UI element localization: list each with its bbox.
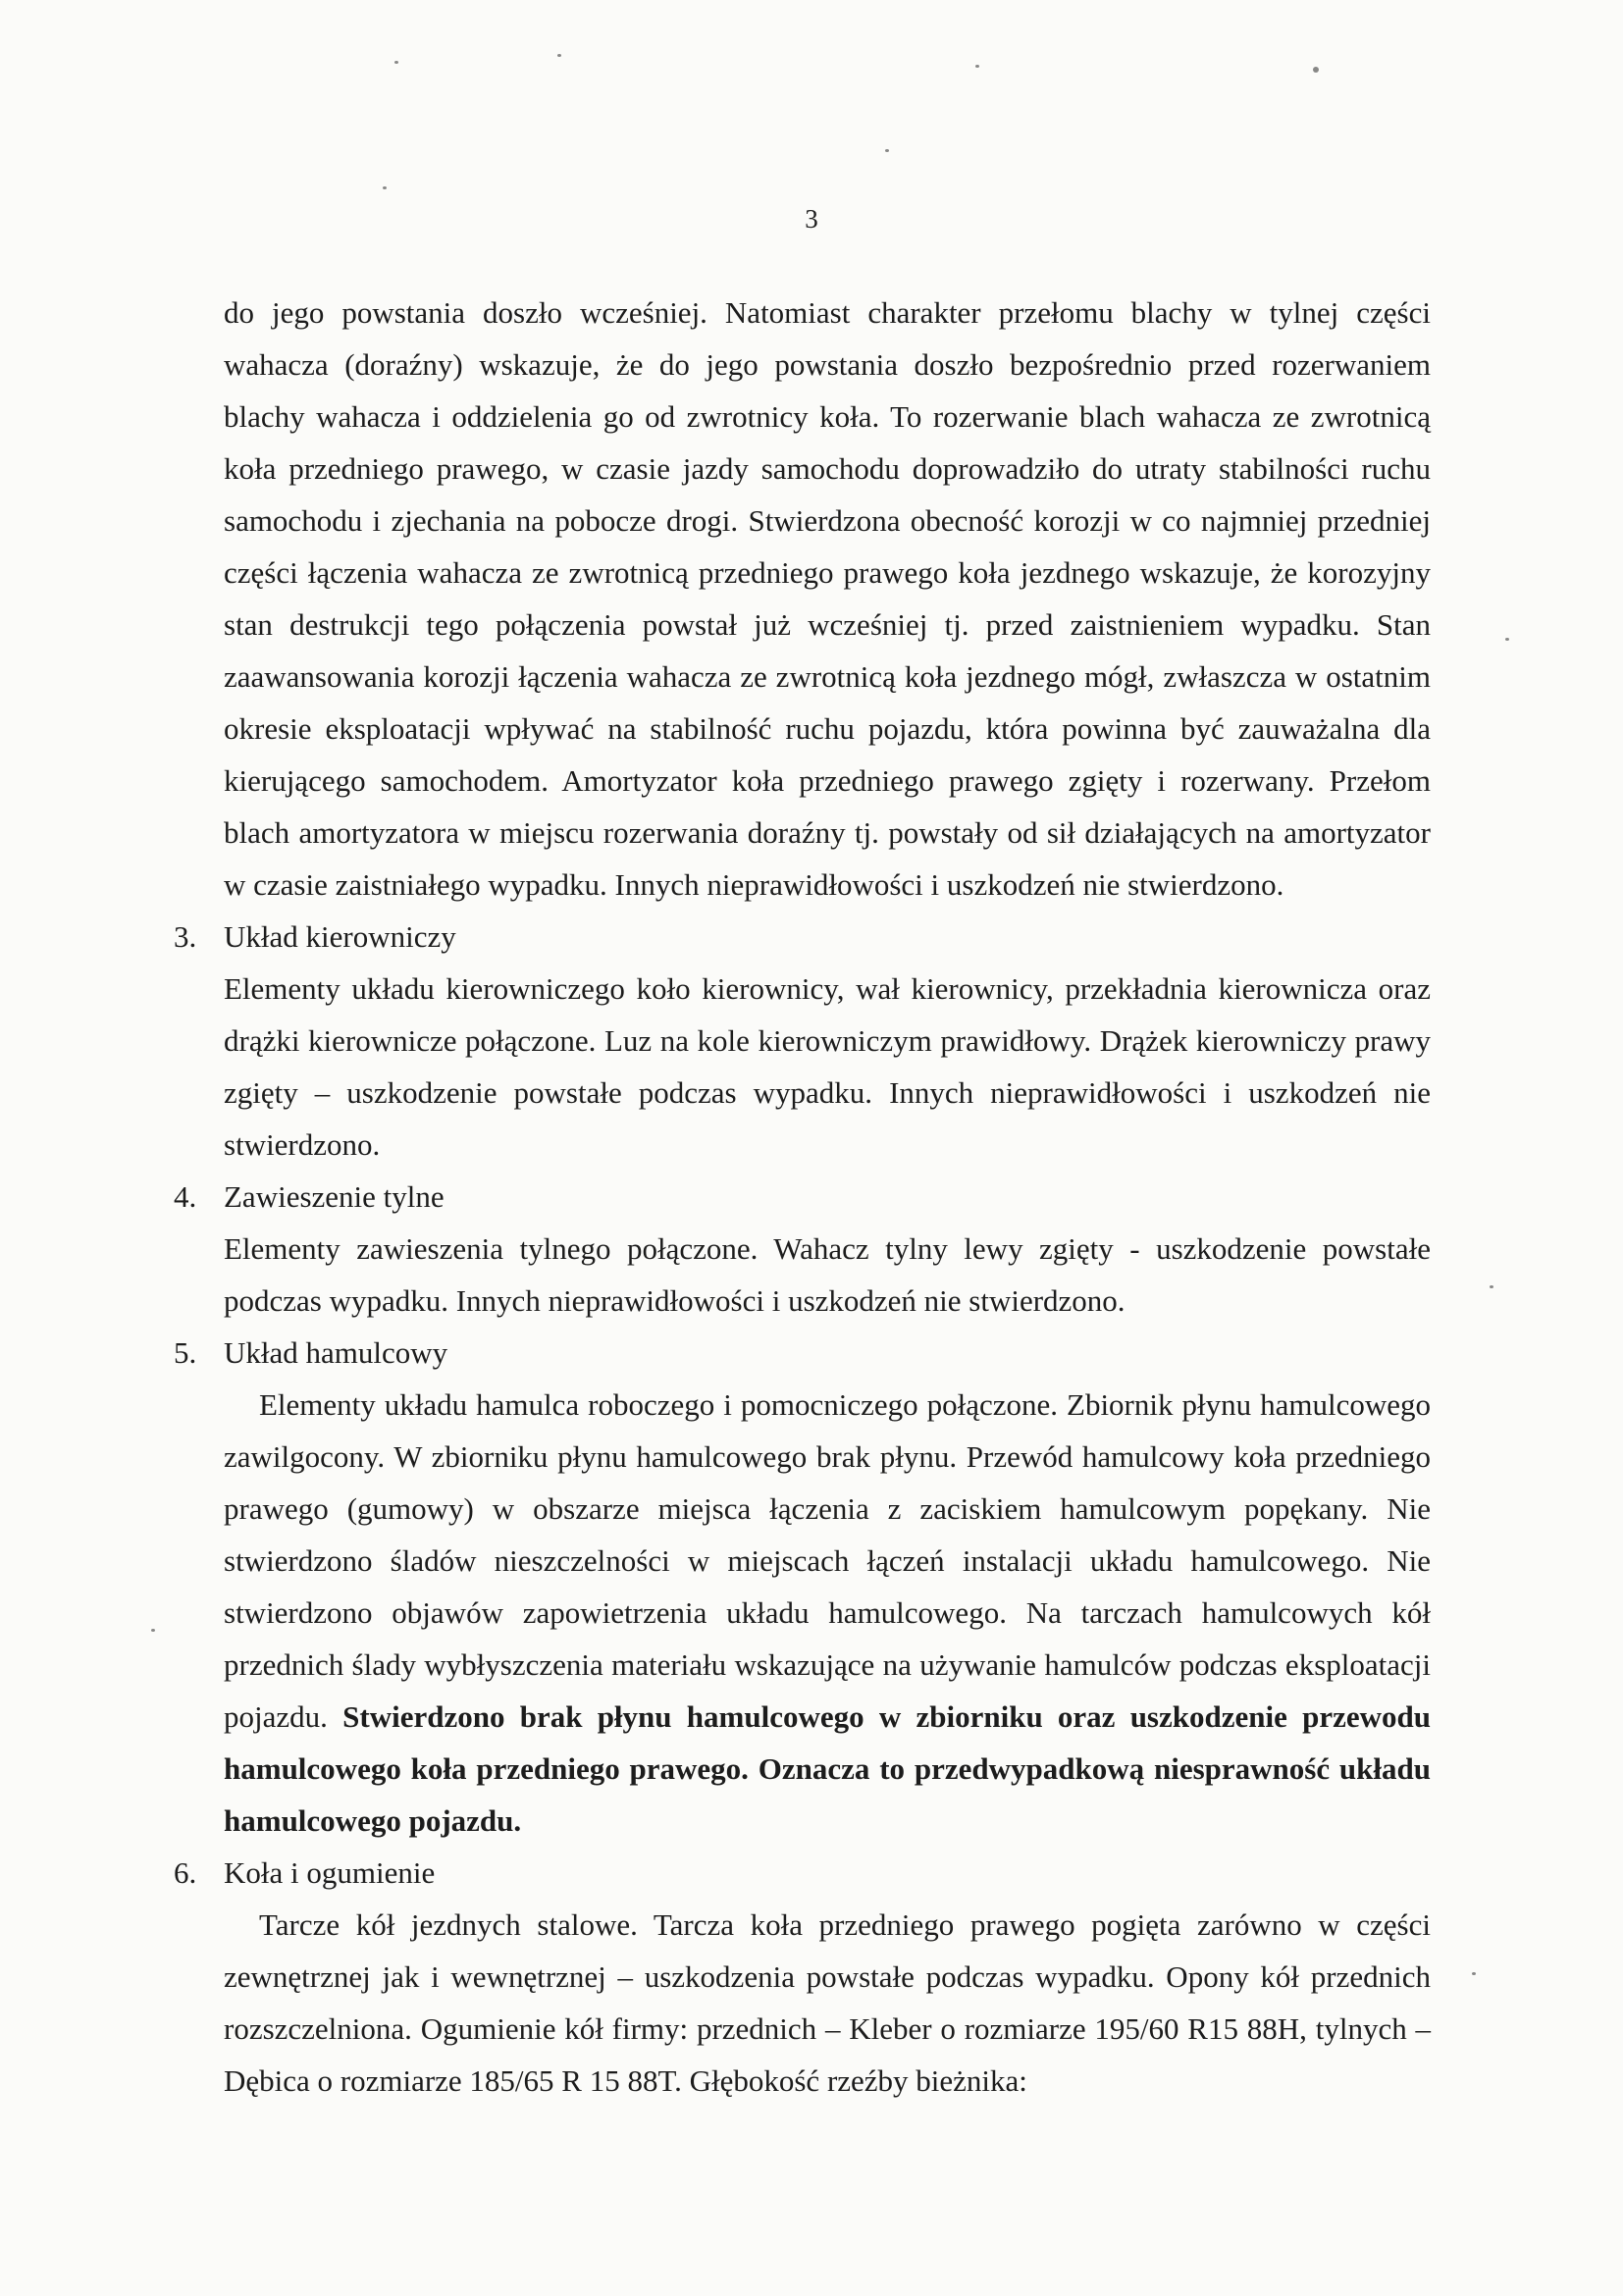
section-number: 4.: [174, 1179, 197, 1214]
intro-paragraph: do jego powstania doszło wcześniej. Natomiast charakter przełomu blachy w tylnej części wahacza (doraźny) wskazuje, że do jego powstania doszło bezpośrednio przed rozerwaniem blachy wahacza i oddzielenia go od zwrotnicy koła. To rozerwanie blach wahacza ze zwrotnicą koła przedniego prawego, w czasie jazdy samochodu doprowadziło do utraty stabilności ruchu samochodu i zjechania na pobocze drogi. Stwierdzona obecność korozji w co najmniej przedniej części łączenia wahacza ze zwrotnicą przedniego prawego koła jezdnego wskazuje, że korozyjny stan destrukcji tego połączenia powstał już wcześniej tj. przed zaistnieniem wypadku. Stan zaawansowania korozji łączenia wahacza ze zwrotnicą koła jezdnego mógł, zwłaszcza w ostatnim okresie eksploatacji wpływać na stabilność ruchu pojazdu, która powinna być zauważalna dla kierującego samochodem. Amortyzator koła przedniego prawego zgięty i rozerwany. Przełom blach amortyzatora w miejscu rozerwania doraźny tj. powstały od sił działających na amortyzator w czasie zaistniałego wypadku. Innych nieprawidłowości i uszkodzeń nie stwierdzono.: [224, 295, 1431, 902]
section-number: 3.: [174, 919, 197, 954]
section-title: Układ hamulcowy: [224, 1335, 448, 1370]
section-title: Zawieszenie tylne: [224, 1179, 445, 1214]
scan-speck: [1505, 638, 1509, 641]
section-title: Układ kierowniczy: [224, 919, 456, 954]
scan-speck: [383, 186, 387, 189]
document-body: [174, 287, 1431, 2107]
section-number: 6.: [174, 1855, 197, 1890]
bold-conclusion: Stwierdzono brak płynu hamulcowego w zbiorniku oraz uszkodzenie przewodu hamulcowego koła przedniego prawego. Oznacza to przedwypadkową niesprawność układu hamulcowego pojazdu.: [224, 1699, 1431, 1838]
section-steering: [174, 911, 1431, 1171]
section-body: Elementy układu kierowniczego koło kierownicy, wał kierownicy, przekładnia kierownicza oraz drążki kierownicze połączone. Luz na kole kierowniczym prawidłowy. Drążek kierowniczy prawy zgięty – uszkodzenie powstałe podczas wypadku. Innych nieprawidłowości i uszkodzeń nie stwierdzono.: [224, 971, 1431, 1162]
section-wheels-tyres: [174, 1847, 1431, 2107]
section-heading: [174, 1327, 1431, 1379]
section-title: Koła i ogumienie: [224, 1855, 436, 1890]
scan-speck: [885, 149, 889, 152]
section-body: Tarcze kół jezdnych stalowe. Tarcza koła przedniego prawego pogięta zarówno w części zewnętrznej jak i wewnętrznej – uszkodzenia powstałe podczas wypadku. Opony kół przednich rozszczelniona. Ogumienie kół firmy: przednich – Kleber o rozmiarze 195/60 R15 88H, tylnych – Dębica o rozmiarze 185/65 R 15 88T. Głębokość rzeźby bieżnika:: [224, 1907, 1431, 2098]
scan-speck: [557, 54, 561, 57]
section-number: 5.: [174, 1335, 197, 1370]
section-heading: [174, 911, 1431, 963]
scan-speck: [394, 61, 398, 64]
section-brakes: [174, 1327, 1431, 1847]
scan-speck: [1472, 1972, 1476, 1975]
scan-speck: [151, 1629, 155, 1632]
section-body: [224, 1379, 1431, 1847]
section-heading: [174, 1171, 1431, 1223]
scan-speck: [1490, 1285, 1493, 1288]
section-body: Elementy zawieszenia tylnego połączone. Wahacz tylny lewy zgięty - uszkodzenie powstałe podczas wypadku. Innych nieprawidłowości i uszkodzeń nie stwierdzono.: [224, 1231, 1431, 1318]
section-body-text: Elementy układu hamulca roboczego i pomocniczego połączone. Zbiornik płynu hamulcowego zawilgocony. W zbiorniku płynu hamulcowego brak płynu. Przewód hamulcowy koła przedniego prawego (gumowy) w obszarze miejsca łączenia z zaciskiem hamulcowym popękany. Nie stwierdzono śladów nieszczelności w miejscach łączeń instalacji układu hamulcowego. Nie stwierdzono objawów zapowietrzenia układu hamulcowego. Na tarczach hamulcowych kół przednich ślady wybłyszczenia materiału wskazujące na używanie hamulców podczas eksploatacji pojazdu.: [224, 1387, 1431, 1734]
section-rear-suspension: [174, 1171, 1431, 1327]
section-heading: [174, 1847, 1431, 1899]
page-number: 3: [805, 204, 818, 234]
scan-speck: [975, 65, 979, 68]
scan-speck: [1313, 67, 1319, 73]
